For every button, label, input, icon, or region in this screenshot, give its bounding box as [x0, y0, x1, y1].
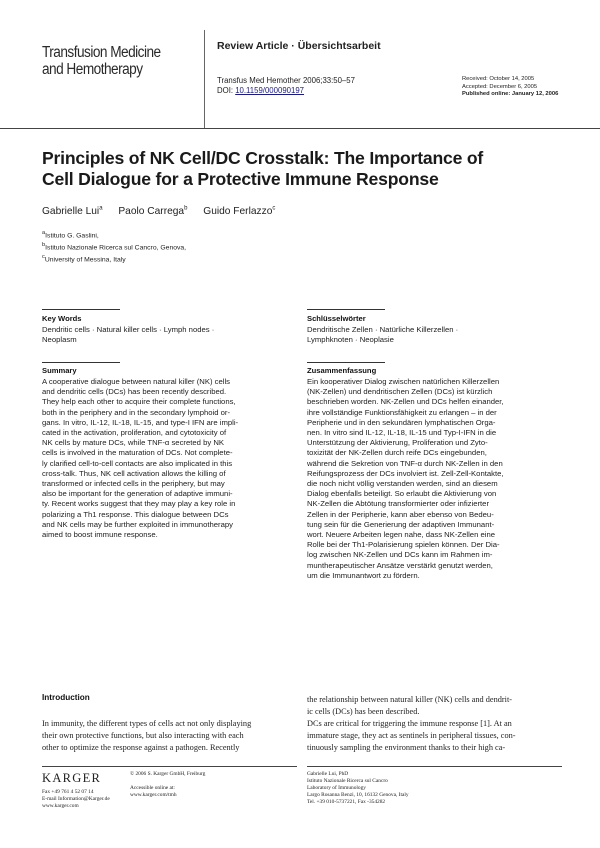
- citation: [217, 76, 355, 96]
- journal-name-line1: Transfusion Medicine: [42, 44, 161, 61]
- footer-rule-right: [307, 766, 562, 767]
- zusammenfassung-heading: Zusammenfassung: [307, 366, 377, 375]
- publisher-contact: Fax +49 761 4 52 07 14 E-mail Information@Karger.de www.karger.com: [42, 789, 110, 809]
- affiliation: $^b$Istituto Nazionale Ricerca sul Cancro, Genova,: [42, 242, 187, 252]
- citation-ref: Transfus Med Hemother 2006;33:50–57: [217, 76, 355, 85]
- author: Gabrielle Lui$^a$: [42, 206, 103, 218]
- header-divider-vertical: [204, 30, 205, 128]
- article-title: [42, 148, 562, 190]
- affiliation: $^a$Istituto G. Gaslini,: [42, 230, 99, 240]
- section-rule: [42, 309, 120, 310]
- introduction-text-left: In immunity, the different types of cells act not only displaying their own protective functions, but also interacting with each other to optimize the response against a pathogen. Recently: [42, 719, 252, 753]
- author: Guido Ferlazzo$^c$: [203, 206, 276, 218]
- introduction-text-right: the relationship between natural killer (NK) cells and dendrit- ic cells (DCs) has been described. DCs are critical for triggering the immune response [1]. At an immature stage, they act as sentinels in peripheral tissues, con- tinuously sampling the environment thanks to their high ca-: [307, 695, 516, 753]
- schluesselwoerter-text: Dendritische Zellen · Natürliche Killerzellen · Lymphknoten · Neoplasie: [307, 325, 459, 344]
- section-rule: [42, 362, 120, 363]
- summary-heading: Summary: [42, 366, 77, 375]
- title-line2: Cell Dialogue for a Protective Immune Response: [42, 169, 439, 189]
- doi-link[interactable]: 10.1159/000090197: [235, 86, 305, 95]
- publisher-logo: KARGER: [42, 771, 102, 785]
- article-type: Review Article · Übersichtsarbeit: [217, 40, 381, 52]
- journal-name-line2: and Hemotherapy: [42, 61, 143, 78]
- accepted-date: Accepted: December 6, 2005: [462, 83, 538, 90]
- doi-line: [217, 86, 355, 96]
- copyright-info: © 2006 S. Karger GmbH, Freiburg Accessible online at: www.karger.com/tmh: [130, 771, 206, 798]
- publisher-web[interactable]: www.karger.com: [42, 802, 79, 809]
- title-line1: Principles of NK Cell/DC Crosstalk: The Importance of: [42, 148, 484, 168]
- header-divider-horizontal: [0, 128, 600, 129]
- correspondence-address: Gabrielle Lui, PhD Istituto Nazionale Ricerca sul Cancro Laboratory of Immunology Largo Rosanna Benzi, 10, 16132 Genova, Italy Tel. +39 010-5737221, Fax -354282: [307, 771, 409, 805]
- published-date: Published online: January 12, 2006: [462, 91, 559, 98]
- zusammenfassung-text: Ein kooperativer Dialog zwischen natürlichen Killerzellen (NK-Zellen) und dendritischen Zellen (DCs) ist kürzlich beschrieben worden. NK-Zellen und DCs helfen einander, ihre vollständige Funktionsfähigkeit zu erlangen – in der Peripherie und in den sekundären lymphatischen Orga- nen. In vitro sind IL-12, IL-18, IL-15 und Typ-I-IFN in die Unterstützung der Aktivierung, Proliferation und Zyto- toxizität der NK-Zellen durch reife DCs eingebunden, während die Sekretion von TNF-α durch NK-Zellen in den Reifungsprozess der DCs involviert ist. Zell-Zell-Kontakte, die noch nicht völlig verstanden werden, sind an diesem Dialog ebenfalls beteiligt. So erlaubt die Aktivierung von NK-Zellen die Abtötung transformierter oder infizierter Zellen in der Peripherie, kann aber ebenso von Bedeu- tung sein für die Generierung der adaptiven Immunant- wort. Neuere Arbeiten legen nahe, dass NK-Zellen eine Rolle bei der Th1-Polarisierung spielen können. Der Dia- log zwischen NK-Zellen und DCs kann im Rahmen im- muntherapeutischer Ansätze verstärkt genutzt werden, um die Immunantwort zu fördern.: [307, 377, 504, 580]
- section-rule: [307, 362, 385, 363]
- received-date: Received: October 14, 2005: [462, 76, 535, 82]
- introduction-heading: Introduction: [42, 693, 90, 702]
- keywords-heading: Key Words: [42, 314, 82, 323]
- doi-label: DOI:: [217, 86, 236, 95]
- author-list: [42, 206, 288, 217]
- schluesselwoerter-heading: Schlüsselwörter: [307, 314, 366, 323]
- article-dates: [462, 76, 558, 99]
- keywords-text: Dendritic cells · Natural killer cells · Lymph nodes · Neoplasm: [42, 325, 215, 344]
- summary-text: A cooperative dialogue between natural killer (NK) cells and dendritic cells (DCs) has been recently described. They help each other to acquire their complete functions, both in the periphery and in the secondary lymphoid or- gans. In vitro, IL-12, IL-18, IL-15, and type-I IFN are impli- cated in the activation, proliferation, and cytotoxicity of NK cells by mature DCs, while TNF-α secreted by NK cells is involved in the maturation of DCs. Not complete- ly clarified cell-to-cell contacts are also implicated in this cross-talk. Thus, NK cell activation allows the killing of transformed or infected cells in the periphery, but may also be important for the generation of adaptive immuni- ty. Recent works suggest that they may play a key role in polarizing a Th1 response. This dialogue between DCs and NK cells may be further exploited in immunotherapy aimed to boost immune response.: [42, 377, 239, 540]
- author: Paolo Carrega$^b$: [118, 206, 188, 218]
- affiliation-list: [42, 229, 186, 265]
- publisher-email[interactable]: E-mail Information@Karger.de: [42, 795, 110, 802]
- journal-online-url[interactable]: www.karger.com/tmh: [130, 791, 177, 798]
- footer-rule-left: [42, 766, 297, 767]
- section-rule: [307, 309, 385, 310]
- journal-logo: [42, 44, 200, 78]
- affiliation: $^c$University of Messina, Italy: [42, 254, 126, 264]
